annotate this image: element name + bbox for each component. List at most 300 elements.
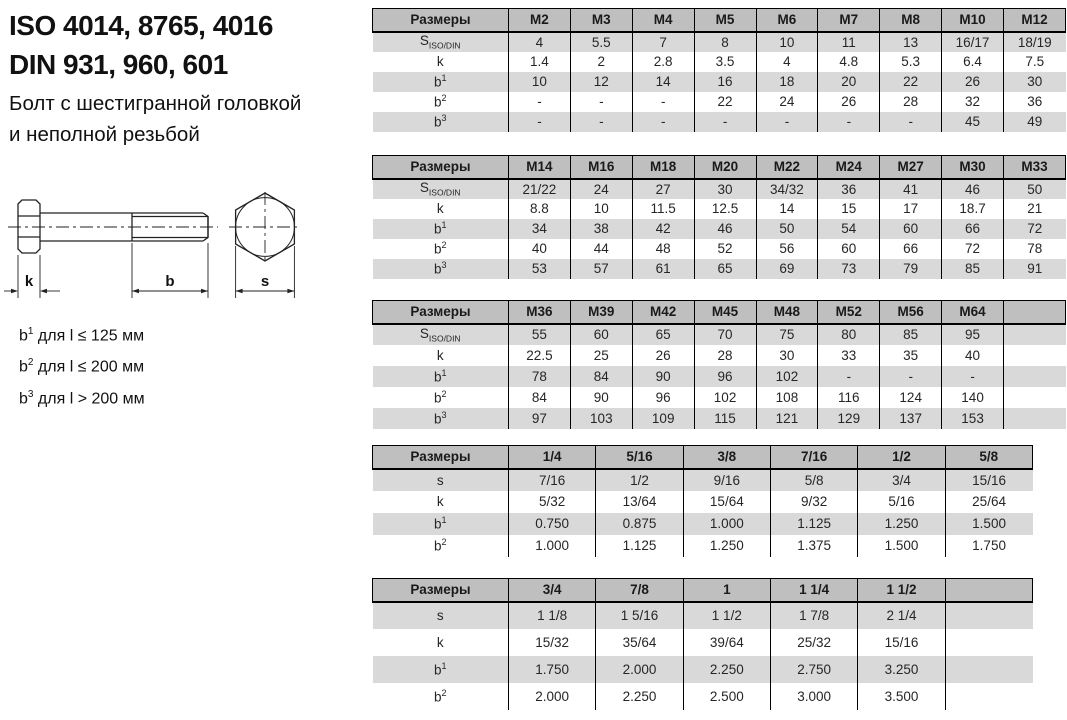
dimension-value-cell: 1.375 xyxy=(770,535,857,557)
dimension-value-cell: 60 xyxy=(818,239,880,259)
table-row xyxy=(373,199,1066,219)
row-label: $b^3$ xyxy=(373,112,509,132)
size-column-header: M4 xyxy=(632,9,694,32)
dimension-value-cell: 1.000 xyxy=(683,513,770,535)
table-header-row xyxy=(373,446,1033,469)
dimension-value-cell: 50 xyxy=(1004,179,1066,199)
dimension-value-cell: 7.5 xyxy=(1004,52,1066,72)
table-row xyxy=(373,629,1033,656)
dimension-value-cell: 96 xyxy=(694,366,756,387)
row-label: $b^2$ xyxy=(433,388,447,406)
dimension-value-cell: 1.000 xyxy=(509,535,596,557)
table-row xyxy=(373,219,1066,239)
dimension-value-cell xyxy=(945,683,1032,710)
size-column-header: 1/4 xyxy=(509,446,596,469)
bolt-drawing-svg xyxy=(2,190,312,305)
row-label: $b^1$ xyxy=(373,656,509,683)
sizes-header-cell: Размеры xyxy=(373,156,509,179)
dimension-value-cell: 65 xyxy=(694,259,756,279)
dimension-value-cell: - xyxy=(818,366,880,387)
size-column-header: 3/8 xyxy=(683,446,770,469)
size-column-header: M52 xyxy=(818,301,880,324)
dimension-value-cell: 4 xyxy=(756,52,818,72)
dimension-value-cell: 9/16 xyxy=(683,469,770,491)
b-arrow-right xyxy=(201,289,208,294)
dimension-value-cell xyxy=(1004,345,1066,366)
dimensions-table-m14-m33 xyxy=(372,155,1066,279)
size-column-header: M33 xyxy=(1004,156,1066,179)
dimension-value-cell: 102 xyxy=(756,366,818,387)
dimension-value-cell: 72 xyxy=(942,239,1004,259)
dimension-value-cell: 124 xyxy=(880,387,942,408)
dimension-value-cell: 5.3 xyxy=(880,52,942,72)
dimension-value-cell: 0.750 xyxy=(509,513,596,535)
dimension-value-cell: 2.8 xyxy=(632,52,694,72)
dimension-value-cell: 30 xyxy=(756,345,818,366)
dimension-value-cell: 14 xyxy=(632,72,694,92)
dimension-value-cell: 108 xyxy=(756,387,818,408)
dimension-value-cell: 73 xyxy=(818,259,880,279)
sizes-header-cell: Размеры xyxy=(373,9,509,32)
size-column-header: M39 xyxy=(570,301,632,324)
dimension-value-cell: 40 xyxy=(942,345,1004,366)
dimension-value-cell: 129 xyxy=(818,408,880,429)
dimension-value-cell: 2 1/4 xyxy=(858,602,945,629)
row-label: k xyxy=(436,347,444,363)
dimension-label-s: s xyxy=(260,273,270,290)
dimension-value-cell xyxy=(945,602,1032,629)
size-column-header: 3/4 xyxy=(509,579,596,602)
dimension-value-cell: 49 xyxy=(1004,112,1066,132)
dimension-value-cell: 1 5/16 xyxy=(596,602,683,629)
dimension-value-cell: 22 xyxy=(694,92,756,112)
dimension-value-cell: 52 xyxy=(694,239,756,259)
b-arrow-left xyxy=(132,289,139,294)
dimension-value-cell: 34/32 xyxy=(756,179,818,199)
dimension-value-cell: - xyxy=(570,92,632,112)
dimension-value-cell: 2.500 xyxy=(683,683,770,710)
dimension-value-cell: 11 xyxy=(818,32,880,52)
sizes-header-cell: Размеры xyxy=(373,446,509,469)
dimension-value-cell: 39/64 xyxy=(683,629,770,656)
dimension-value-cell: 21/22 xyxy=(509,179,571,199)
row-label: $S_{ISO/DIN}$ xyxy=(373,32,509,52)
row-label: s xyxy=(373,469,509,491)
dimension-value-cell: - xyxy=(632,92,694,112)
dimension-value-cell: 97 xyxy=(509,408,571,429)
dimension-value-cell: 35 xyxy=(880,345,942,366)
bolt-head-outline xyxy=(18,200,40,253)
row-label: s xyxy=(373,602,509,629)
dimension-value-cell: 25 xyxy=(570,345,632,366)
footnote-b2: $b^2$ для l ≤ 200 мм xyxy=(19,357,145,376)
dimension-value-cell: 38 xyxy=(570,219,632,239)
size-column-header: M18 xyxy=(632,156,694,179)
dimension-value-cell: 1.500 xyxy=(945,513,1032,535)
size-column-header: M45 xyxy=(694,301,756,324)
dimension-value-cell: 15/64 xyxy=(683,491,770,513)
dimension-value-cell: 1.750 xyxy=(509,656,596,683)
dimension-value-cell: 33 xyxy=(818,345,880,366)
dimension-value-cell: 90 xyxy=(632,366,694,387)
dimension-value-cell: 2.250 xyxy=(596,683,683,710)
size-column-header: M20 xyxy=(694,156,756,179)
dimension-value-cell: 41 xyxy=(880,179,942,199)
dimension-value-cell: 53 xyxy=(509,259,571,279)
dimension-value-cell: 4 xyxy=(509,32,571,52)
dimension-value-cell: 25/32 xyxy=(770,629,857,656)
dimension-value-cell: 72 xyxy=(1004,219,1066,239)
dimension-value-cell: 13/64 xyxy=(596,491,683,513)
table-row xyxy=(373,345,1066,366)
dimension-value-cell: 13 xyxy=(880,32,942,52)
dimension-value-cell: 70 xyxy=(694,324,756,345)
dimension-value-cell: 1 1/8 xyxy=(509,602,596,629)
dimension-value-cell: 16/17 xyxy=(942,32,1004,52)
dimension-value-cell: 66 xyxy=(942,219,1004,239)
dimension-value-cell: 28 xyxy=(694,345,756,366)
size-column-header: 1 1/4 xyxy=(770,579,857,602)
dimension-value-cell: 46 xyxy=(942,179,1004,199)
dimension-value-cell: 24 xyxy=(570,179,632,199)
dimension-value-cell: - xyxy=(756,112,818,132)
dimension-value-cell: 54 xyxy=(818,219,880,239)
dimension-value-cell: 25/64 xyxy=(945,491,1032,513)
dimensions-table-inch-small xyxy=(372,445,1033,557)
dimension-value-cell: 69 xyxy=(756,259,818,279)
size-column-header: M12 xyxy=(1004,9,1066,32)
dimension-value-cell: 1 1/2 xyxy=(683,602,770,629)
row-label: k xyxy=(436,201,444,216)
dimension-value-cell: - xyxy=(818,112,880,132)
dimension-value-cell: 80 xyxy=(818,324,880,345)
dimension-value-cell: 56 xyxy=(756,239,818,259)
subtitle-line-1: Болт с шестигранной головкой xyxy=(9,92,302,115)
dimension-value-cell: 78 xyxy=(1004,239,1066,259)
row-label: $b^1$ xyxy=(373,72,509,92)
page-subtitle xyxy=(9,88,301,150)
size-column-header: M27 xyxy=(880,156,942,179)
size-column-header: M8 xyxy=(880,9,942,32)
dimension-label-b: b xyxy=(165,273,175,290)
k-arrow-right xyxy=(40,289,47,294)
size-column-header: M24 xyxy=(818,156,880,179)
dimensions-table-m36-m64 xyxy=(372,300,1066,429)
dimension-value-cell: 6.4 xyxy=(942,52,1004,72)
table-row xyxy=(373,469,1033,491)
dimension-value-cell: 84 xyxy=(509,387,571,408)
table-row xyxy=(373,32,1066,52)
dimension-value-cell: 2.250 xyxy=(683,656,770,683)
dimension-value-cell: 15 xyxy=(818,199,880,219)
table-row xyxy=(373,602,1033,629)
size-column-header: 1 1/2 xyxy=(858,579,945,602)
dimension-value-cell: 26 xyxy=(942,72,1004,92)
dimension-value-cell: 40 xyxy=(509,239,571,259)
sizes-header-cell: Размеры xyxy=(373,579,509,602)
bolt-technical-drawing xyxy=(2,190,312,305)
dimension-value-cell: 1.500 xyxy=(858,535,945,557)
dimension-value-cell: 2.000 xyxy=(509,683,596,710)
dimension-value-cell: 24 xyxy=(756,92,818,112)
dimension-value-cell: 91 xyxy=(1004,259,1066,279)
dimension-value-cell: 1/2 xyxy=(596,469,683,491)
dimension-value-cell: - xyxy=(509,112,571,132)
dimension-value-cell: 15/32 xyxy=(509,629,596,656)
dimension-value-cell: 109 xyxy=(632,408,694,429)
dimension-value-cell: 46 xyxy=(694,219,756,239)
dimension-value-cell: 3.250 xyxy=(858,656,945,683)
size-column-header: M3 xyxy=(570,9,632,32)
dimension-value-cell: 85 xyxy=(880,324,942,345)
dimension-value-cell: 26 xyxy=(818,92,880,112)
dimension-value-cell: 36 xyxy=(818,179,880,199)
dimension-value-cell: 8 xyxy=(694,32,756,52)
dimension-value-cell xyxy=(1004,366,1066,387)
row-label: $b^3$ xyxy=(373,259,509,279)
dimension-value-cell: 16 xyxy=(694,72,756,92)
dimension-value-cell: - xyxy=(880,366,942,387)
dimension-value-cell: 15/16 xyxy=(858,629,945,656)
table-row xyxy=(373,491,1033,513)
size-column-header: 7/8 xyxy=(596,579,683,602)
empty-column-header xyxy=(1004,301,1066,324)
dimension-value-cell: 121 xyxy=(756,408,818,429)
dimension-value-cell: 1.4 xyxy=(509,52,571,72)
k-arrow-left xyxy=(11,289,18,294)
dimension-value-cell: 75 xyxy=(756,324,818,345)
dimension-value-cell: 1 7/8 xyxy=(770,602,857,629)
footnote-list xyxy=(19,318,145,412)
dimension-value-cell: 153 xyxy=(942,408,1004,429)
table-row xyxy=(373,324,1066,345)
dimension-value-cell: 102 xyxy=(694,387,756,408)
dimension-value-cell: 21 xyxy=(1004,199,1066,219)
dimension-value-cell: 42 xyxy=(632,219,694,239)
dimension-value-cell: - xyxy=(880,112,942,132)
dimension-value-cell: 12 xyxy=(570,72,632,92)
dimension-value-cell: 1.125 xyxy=(770,513,857,535)
dimension-value-cell xyxy=(1004,387,1066,408)
dimension-value-cell: 55 xyxy=(509,324,571,345)
table-row xyxy=(373,179,1066,199)
dimension-value-cell: 90 xyxy=(570,387,632,408)
dimension-value-cell xyxy=(1004,324,1066,345)
dimension-value-cell: 61 xyxy=(632,259,694,279)
dimension-value-cell: 2 xyxy=(570,52,632,72)
table-row xyxy=(373,513,1033,535)
dimension-value-cell: 4.8 xyxy=(818,52,880,72)
row-label: k xyxy=(436,634,444,650)
dimension-value-cell: 15/16 xyxy=(945,469,1032,491)
size-column-header: M6 xyxy=(756,9,818,32)
dimension-value-cell: 79 xyxy=(880,259,942,279)
dimension-value-cell: 45 xyxy=(942,112,1004,132)
dimension-value-cell: - xyxy=(632,112,694,132)
table-row xyxy=(373,92,1066,112)
table-row xyxy=(373,72,1066,92)
dimension-value-cell: 1.250 xyxy=(858,513,945,535)
dimension-value-cell: 5/8 xyxy=(770,469,857,491)
table-header-row xyxy=(373,301,1066,324)
dimension-value-cell: 50 xyxy=(756,219,818,239)
table-row xyxy=(373,408,1066,429)
page-title xyxy=(9,6,273,84)
s-arrow-right xyxy=(287,289,294,294)
dimension-value-cell: 60 xyxy=(570,324,632,345)
empty-column-header xyxy=(945,579,1032,602)
dimension-value-cell: 10 xyxy=(756,32,818,52)
dimension-value-cell: 7/16 xyxy=(509,469,596,491)
dimension-value-cell: - xyxy=(694,112,756,132)
dimension-value-cell: 22.5 xyxy=(509,345,571,366)
dimension-value-cell: 28 xyxy=(880,92,942,112)
title-din-standards: DIN 931, 960, 601 xyxy=(9,49,228,80)
table-row xyxy=(373,112,1066,132)
dimensions-table-inch-large xyxy=(372,578,1033,710)
table-row xyxy=(373,259,1066,279)
size-column-header: 5/8 xyxy=(945,446,1032,469)
table-row xyxy=(373,52,1066,72)
s-arrow-left xyxy=(236,289,243,294)
dimension-value-cell: 10 xyxy=(509,72,571,92)
dimension-value-cell: 2.000 xyxy=(596,656,683,683)
dimension-value-cell: 14 xyxy=(756,199,818,219)
size-column-header: M30 xyxy=(942,156,1004,179)
dimension-value-cell: 35/64 xyxy=(596,629,683,656)
size-column-header: 1 xyxy=(683,579,770,602)
size-column-header: M22 xyxy=(756,156,818,179)
dimension-value-cell: 103 xyxy=(570,408,632,429)
size-column-header: M42 xyxy=(632,301,694,324)
dimension-value-cell xyxy=(945,656,1032,683)
title-iso-standards: ISO 4014, 8765, 4016 xyxy=(9,10,273,41)
dimensions-table-m2-m12 xyxy=(372,8,1066,132)
row-label: $b^2$ xyxy=(433,687,447,705)
dimension-value-cell: 116 xyxy=(818,387,880,408)
table-header-row xyxy=(373,579,1033,602)
dimension-value-cell: 36 xyxy=(1004,92,1066,112)
dimension-value-cell xyxy=(1004,408,1066,429)
dimension-value-cell: 115 xyxy=(694,408,756,429)
dimension-value-cell: 34 xyxy=(509,219,571,239)
dimension-value-cell: 17 xyxy=(880,199,942,219)
dimension-value-cell: 5/16 xyxy=(858,491,945,513)
dimension-value-cell: 20 xyxy=(818,72,880,92)
dimension-value-cell: 8.8 xyxy=(509,199,571,219)
size-column-header: 1/2 xyxy=(858,446,945,469)
size-column-header: 7/16 xyxy=(770,446,857,469)
size-column-header: M7 xyxy=(818,9,880,32)
dimension-value-cell: 7 xyxy=(632,32,694,52)
size-column-header: M5 xyxy=(694,9,756,32)
dimension-value-cell: 5/32 xyxy=(509,491,596,513)
dimension-value-cell: 3.5 xyxy=(694,52,756,72)
dimension-value-cell: 26 xyxy=(632,345,694,366)
size-column-header: M48 xyxy=(756,301,818,324)
size-column-header: M14 xyxy=(509,156,571,179)
row-label: $b^2$ xyxy=(433,537,447,554)
footnote-b3: $b^3$ для l > 200 мм xyxy=(19,388,145,407)
dimension-value-cell: 5.5 xyxy=(570,32,632,52)
dimension-value-cell: 2.750 xyxy=(770,656,857,683)
table-header-row xyxy=(373,156,1066,179)
row-label: k xyxy=(436,494,444,509)
row-label: $b^2$ xyxy=(433,240,447,257)
dimension-value-cell: 1.750 xyxy=(945,535,1032,557)
table-row xyxy=(373,535,1033,557)
dimension-value-cell: 9/32 xyxy=(770,491,857,513)
subtitle-line-2: и неполной резьбой xyxy=(9,123,200,146)
dimension-value-cell: 22 xyxy=(880,72,942,92)
size-column-header: M56 xyxy=(880,301,942,324)
table-row xyxy=(373,387,1066,408)
dimension-value-cell: 57 xyxy=(570,259,632,279)
row-label: $b^1$ xyxy=(373,366,509,387)
table-row xyxy=(373,366,1066,387)
dimension-value-cell: 60 xyxy=(880,219,942,239)
dimension-value-cell: 30 xyxy=(694,179,756,199)
size-column-header: 5/16 xyxy=(596,446,683,469)
row-label: $S_{ISO/DIN}$ xyxy=(373,324,509,345)
dimension-value-cell: 137 xyxy=(880,408,942,429)
dimension-value-cell: 48 xyxy=(632,239,694,259)
dimension-value-cell: 1.250 xyxy=(683,535,770,557)
dimension-value-cell: 84 xyxy=(570,366,632,387)
table-header-row xyxy=(373,9,1066,32)
table-row xyxy=(373,683,1033,710)
size-column-header: M2 xyxy=(509,9,571,32)
dimension-label-k: k xyxy=(24,273,34,290)
dimension-value-cell: 85 xyxy=(942,259,1004,279)
dimension-value-cell: - xyxy=(509,92,571,112)
dimension-value-cell xyxy=(945,629,1032,656)
dimension-value-cell: 10 xyxy=(570,199,632,219)
dimension-value-cell: 18 xyxy=(756,72,818,92)
row-label: $b^2$ xyxy=(433,93,447,110)
dimension-value-cell: 12.5 xyxy=(694,199,756,219)
size-column-header: M36 xyxy=(509,301,571,324)
row-label: k xyxy=(436,54,444,69)
dimension-value-cell: 3/4 xyxy=(858,469,945,491)
size-column-header: M64 xyxy=(942,301,1004,324)
dimension-value-cell: 27 xyxy=(632,179,694,199)
dimension-value-cell: 30 xyxy=(1004,72,1066,92)
sizes-header-cell: Размеры xyxy=(373,301,509,324)
dimension-value-cell: 96 xyxy=(632,387,694,408)
dimension-value-cell: 3.000 xyxy=(770,683,857,710)
dimension-value-cell: - xyxy=(942,366,1004,387)
dimension-value-cell: 95 xyxy=(942,324,1004,345)
dimension-value-cell: 65 xyxy=(632,324,694,345)
dimension-value-cell: 18/19 xyxy=(1004,32,1066,52)
dimension-value-cell: 0.875 xyxy=(596,513,683,535)
dimension-value-cell: 66 xyxy=(880,239,942,259)
dimension-value-cell: 78 xyxy=(509,366,571,387)
dimension-value-cell: 11.5 xyxy=(632,199,694,219)
dimension-value-cell: 140 xyxy=(942,387,1004,408)
row-label: $b^1$ xyxy=(373,513,509,535)
table-row xyxy=(373,239,1066,259)
footnote-b1: $b^1$ для l ≤ 125 мм xyxy=(19,326,145,345)
table-row xyxy=(373,656,1033,683)
dimension-value-cell: 32 xyxy=(942,92,1004,112)
dimension-tables-panel xyxy=(372,0,1067,720)
size-column-header: M16 xyxy=(570,156,632,179)
dimension-value-cell: 1.125 xyxy=(596,535,683,557)
left-info-panel xyxy=(0,0,372,720)
dimension-value-cell: 44 xyxy=(570,239,632,259)
